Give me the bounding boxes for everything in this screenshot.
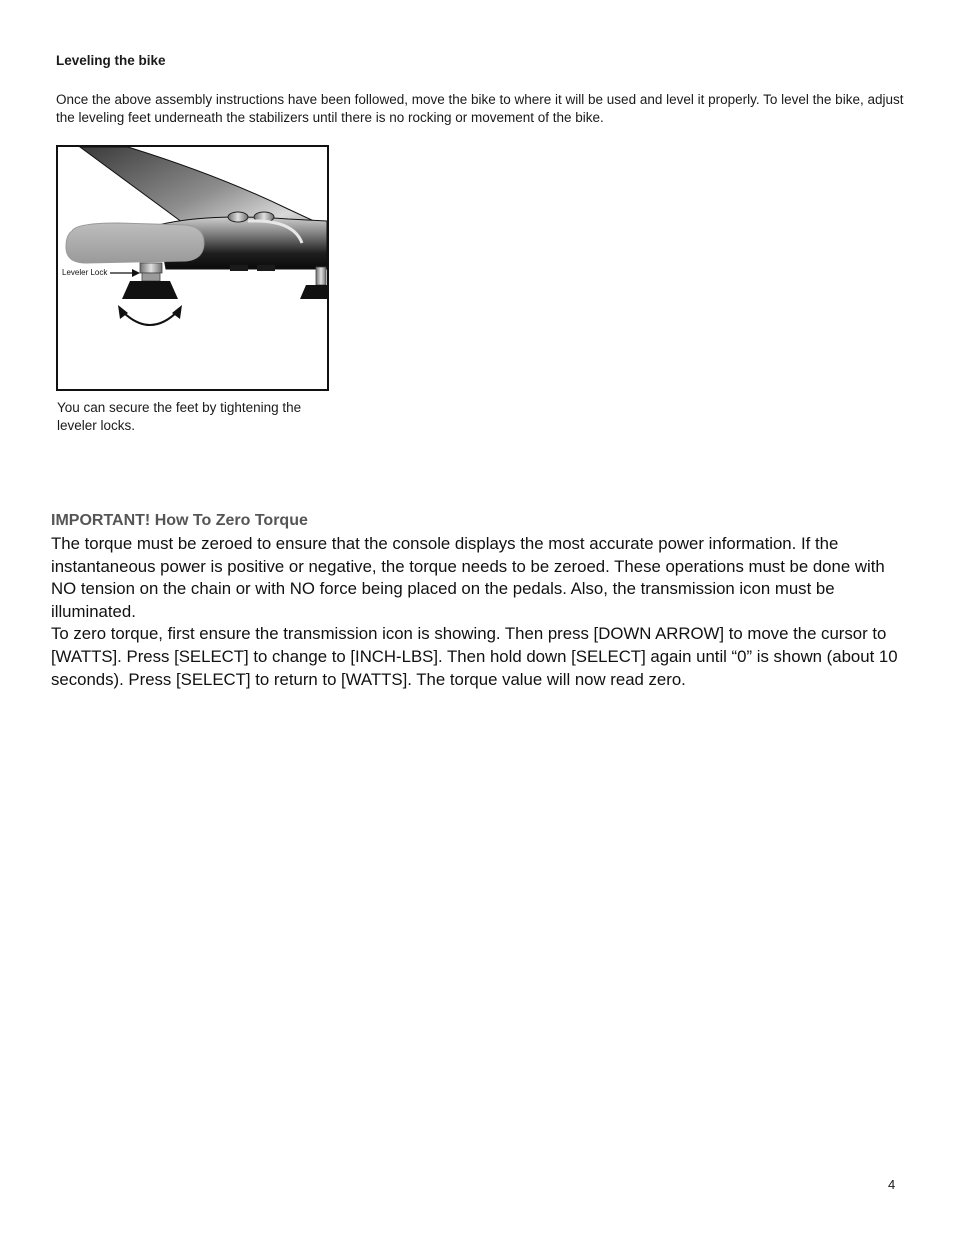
bottom-bolt — [257, 265, 275, 271]
frame-bolt — [228, 212, 248, 222]
leveler-lock-label: Leveler Lock — [62, 268, 108, 277]
leveling-intro-text: Once the above assembly instructions have been followed, move the bike to where it will be used and level it properly. To level the bike, adjust the leveling feet underneath the stabilizers until there is no rocking or movement of the bike. — [56, 92, 904, 125]
zero-torque-paragraph: To zero torque, first ensure the transmission icon is showing. Then press [DOWN ARROW] to move the cursor to [WATTS]. Press [SELECT] to change to [INCH-LBS]. Then hold down [SELECT] again until “0” is shown (about 10 seconds). Press [SELECT] to return to [WATTS]. The torque value will now read zero. — [51, 624, 898, 689]
page-number: 4 — [888, 1177, 896, 1192]
zero-torque-body — [51, 533, 901, 691]
leveling-figure — [56, 145, 329, 391]
leveling-heading: Leveling the bike — [56, 53, 166, 68]
figure-caption: You can secure the feet by tightening the leveler locks. — [57, 400, 302, 433]
zero-torque-heading: IMPORTANT! How To Zero Torque — [51, 512, 308, 529]
rear-leveling-foot — [300, 285, 327, 299]
leveling-foot — [122, 281, 178, 299]
leveler-lock-nut — [140, 263, 162, 273]
bottom-bolt — [230, 265, 248, 271]
rear-post — [316, 267, 326, 285]
zero-torque-paragraph: The torque must be zeroed to ensure that the console displays the most accurate power information. If the instantaneous power is positive or negative, the torque needs to be zeroed. These operations must be done with NO tension on the chain or with NO force being placed on the pedals. Also, the transmission icon must be illuminated. — [51, 534, 885, 621]
stabilizer-end-cap — [66, 223, 204, 263]
rotation-arrow-icon — [122, 311, 178, 325]
